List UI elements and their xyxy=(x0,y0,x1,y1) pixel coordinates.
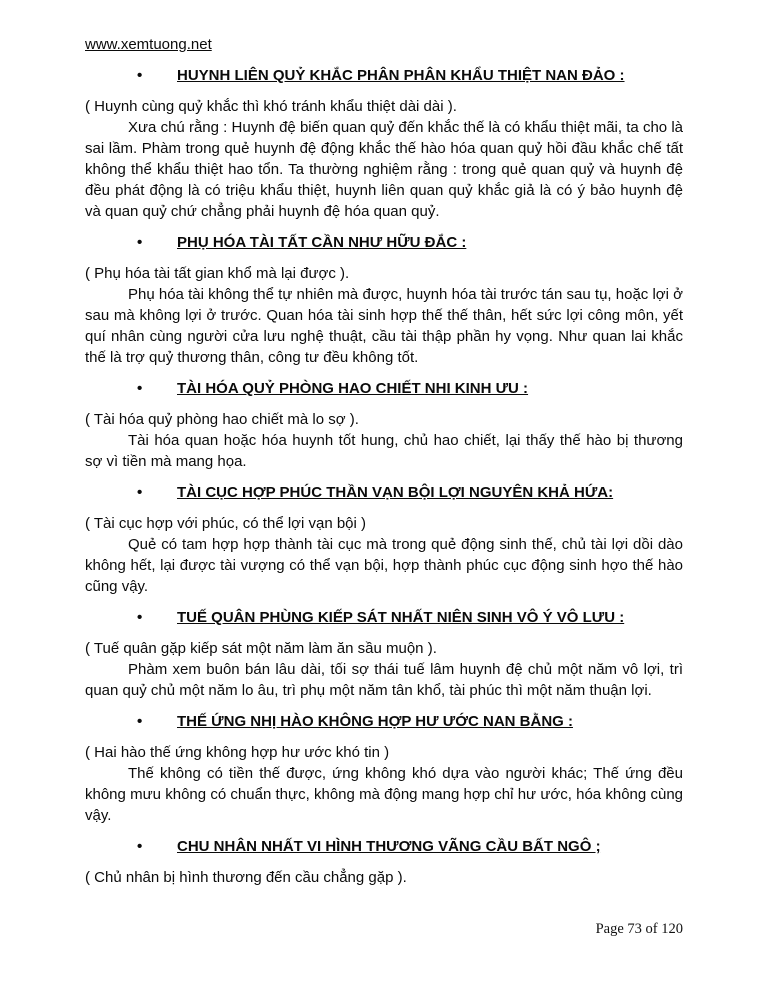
section xyxy=(85,378,683,472)
section-gloss: ( Hai hào thế ứng không hợp hư ước khó tin ) xyxy=(85,744,390,761)
section-body: Tài hóa quan hoặc hóa huynh tốt hung, chủ hao chiết, lại thấy thế hào bị thương sợ vì tiền mà mang họa. xyxy=(85,432,683,470)
section-heading: TUẾ QUÂN PHÙNG KIẾP SÁT NHẤT NIÊN SINH VÔ Ý VÔ LƯU : xyxy=(177,609,625,626)
section-gloss: ( Phụ hóa tài tất gian khổ mà lại được ). xyxy=(85,265,350,282)
section xyxy=(85,711,683,826)
section-heading-row xyxy=(85,378,683,399)
site-url: www.xemtuong.net xyxy=(85,36,212,53)
section-heading: CHU NHÂN NHẤT VI HÌNH THƯƠNG VÃNG CẦU BẤT NGÔ ; xyxy=(177,838,601,855)
section xyxy=(85,65,683,222)
section-body: Thế không có tiền thế được, ứng không khó dựa vào người khác; Thế ứng đều không mưu không có chuẩn thực, không mà động mang hợp chỉ hư ước, hóa không cùng vậy. xyxy=(85,765,683,824)
section xyxy=(85,836,683,888)
section-body: Xưa chú rằng : Huynh đệ biến quan quỷ đến khắc thế là có khẩu thiệt mãi, ta cho là sai lầm. Phàm trong quẻ huynh đệ động khắc thế hào hóa quan quỷ hồi đầu khắc chế tất không thể khẩu thiệt hao tổn. Ta thường nghiệm rằng : trong quẻ quan quỷ và huynh đệ đều phát động là có triệu khẩu thiệt, huynh liên quan quỷ khắc giả là có ý bảo huynh đệ và quan quỷ chứ chẳng phải huynh đệ hóa quan quỷ. xyxy=(85,119,683,220)
section-gloss: ( Tài cục hợp với phúc, có thể lợi vạn bội ) xyxy=(85,515,367,532)
section xyxy=(85,232,683,368)
section-gloss: ( Chủ nhân bị hình thương đến cầu chẳng gặp ). xyxy=(85,869,407,886)
bullet-icon: • xyxy=(137,713,143,730)
bullet-icon: • xyxy=(137,380,143,397)
page-number: Page 73 of 120 xyxy=(595,921,683,937)
section xyxy=(85,482,683,597)
section xyxy=(85,607,683,701)
section-heading: TÀI CỤC HỢP PHÚC THẦN VẠN BỘI LỢI NGUYÊN KHẢ HỨA: xyxy=(177,484,614,501)
section-heading-row xyxy=(85,232,683,253)
section-body: Quẻ có tam hợp hợp thành tài cục mà trong quẻ động sinh thế, chủ tài lợi dồi dào không hết, lại được tài vượng có thể vạn bội, hợp thành phúc cục động sinh hợo thế hào cũng vậy. xyxy=(85,536,683,595)
section-heading: THẾ ỨNG NHỊ HÀO KHÔNG HỢP HƯ ƯỚC NAN BẰNG : xyxy=(177,713,573,730)
bullet-icon: • xyxy=(137,609,143,626)
section-heading-row xyxy=(85,607,683,628)
bullet-icon: • xyxy=(137,838,143,855)
section-gloss: ( Tài hóa quỷ phòng hao chiết mà lo sợ ). xyxy=(85,411,359,428)
bullet-icon: • xyxy=(137,484,143,501)
section-heading-row xyxy=(85,836,683,857)
section-heading: TÀI HÓA QUỶ PHÒNG HAO CHIẾT NHI KINH ƯU : xyxy=(177,380,529,397)
section-gloss: ( Tuế quân gặp kiếp sát một năm làm ăn sầu muộn ). xyxy=(85,640,437,657)
section-heading-row xyxy=(85,482,683,503)
bullet-icon: • xyxy=(137,234,143,251)
bullet-icon: • xyxy=(137,67,143,84)
section-body: Phụ hóa tài không thể tự nhiên mà được, huynh hóa tài trước tán sau tụ, hoặc lợi ở sau mà không lợi ở trước. Quan hóa tài sinh hợp thế thế thân, hết sức lợi công môn, yết quí nhân cùng người cửa lưu nghệ thuật, cầu tài thập phần hy vọng. Như quan lai khắc thế là trợ quỷ thương thân, công tư đều không tốt. xyxy=(85,286,683,366)
section-heading-row xyxy=(85,711,683,732)
section-body: Phàm xem buôn bán lâu dài, tối sợ thái tuế lâm huynh đệ chủ một năm vô lợi, trì quan quỷ chủ một năm lo âu, trì phụ một năm tân khổ, tài phúc thì một năm thuận lợi. xyxy=(85,661,683,699)
section-heading-row xyxy=(85,65,683,86)
section-heading: HUYNH LIÊN QUỶ KHẮC PHÂN PHÂN KHẨU THIỆT NAN ĐẢO : xyxy=(177,67,625,84)
section-heading: PHỤ HÓA TÀI TẤT CẦN NHƯ HỮU ĐẮC : xyxy=(177,234,467,251)
section-gloss: ( Huynh cùng quỷ khắc thì khó tránh khẩu thiệt dài dài ). xyxy=(85,98,457,115)
